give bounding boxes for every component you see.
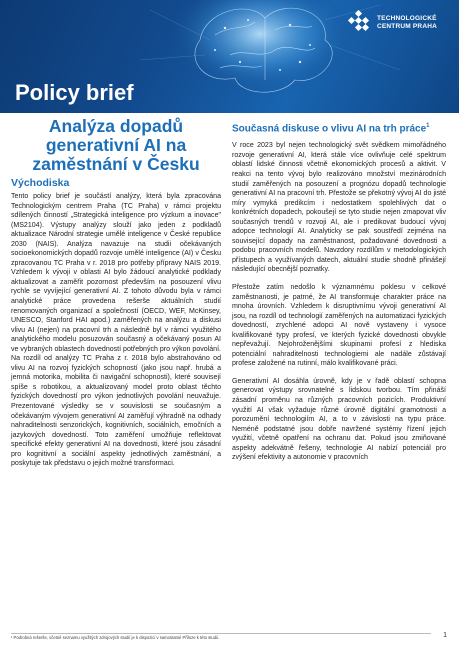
- paragraph: Tento policy brief je součástí analýzy, která byla zpracována Technologickým centrem Praha (TC Praha) v rámci projektu sdílených činností „Strategická inteligence pro výzkum a inovace" (MS2104). Výstupy analýzy slouží jako jeden z podkladů aktualizace Národní strategie umělé inteligence v České republice 2030 (NAIS). Analýza navazuje na studii očekávaných socioekonomických dopadů rozvoje umělé inteligence (AI) v Česku zpracovanou TC Praha v r. 2018 pro potřeby přípravy NAIS 2019. Vzhledem k vývoji v oblasti AI bylo žádoucí analytické podklady aktualizovat a zaměřit pozornost především na posouzení vlivu rychle se vyvíjející generativní AI. Z tohoto důvodu byla v rámci analytické práce provedena rešerše aktuálních studií renomovaných organizací a společností (OECD, WEF, McKinsey, UNESCO, Stanford HAI apod.) zaměřených na analýzu a diskusi vlivu AI (nejen) na pracovní trh a následně byl v rámci využitého analytického modelu posuzován současný a očekávaný posun AI ve vybraných oblastech dovedností potřebných pro výkon povolání. Na rozdíl od analýzy TC Praha z r. 2018 bylo abstrahováno od vlivu AI na rozvoj fyzických schopností (jako jsou např. hrubá a jemná motorika, mobilita či navigační schopnosti), které souvisejí spíše s robotikou, a aktualizovaný model proto oblast těchto fyzických dovedností pro výkon jednotlivých povolání neuvažuje. Prezentované výsledky se v souvislosti se současným a očekávaným vývojem generativní AI zaměřují výhradně na odhady nahraditelnosti senzorických, kognitivních, sociálních, emočních a jazykových dovedností. Toto zaměření umožňuje reflektovat specifické efekty generativní AI na dovednosti, které jsou zásadní pro kognitivní a sociální aspekty jednotlivých zaměstnání, a poskytuje tak představu o jejich možné transformaci.: [11, 193, 221, 468]
- logo-line-1: TECHNOLOGICKÉ: [376, 15, 437, 22]
- tc-praha-logo-mark-icon: [345, 10, 371, 36]
- header-banner: [0, 0, 459, 113]
- left-column: [11, 117, 221, 477]
- footnote-ref[interactable]: 1: [426, 123, 430, 129]
- section-heading-soucasna-diskuse: [232, 120, 446, 135]
- tc-praha-logo[interactable]: [345, 10, 437, 36]
- paragraph: V roce 2023 byl nejen technologický svět svědkem mimořádného rozvoje generativní AI, která stále více ovlivňuje celé spektrum oblastí lidské činnosti včetně ekonomických procesů a aktivit. V reakci na tento vývoj bylo realizováno množství mezinárodních studií zaměřených na posouzení a prognózu dopadů technologie generativní AI na pracovní trh. Přestože se překotný vývoj AI do jisté míry vymyká predikcím i nedostatkem spolehlivých dat o konkrétních dopadech, pokoušejí se tyto studie nejen zmapovat vliv současných trendů v rozvoji AI, ale i predikovat budoucí vývoj adopce technologií AI. Analyticky se pak soustředí zejména na související dopady na zaměstnanost, požadované dovednosti a podobu pracovních modelů. Navzdory rozdílům v metodologických přístupech a využívaných datech, aktuální studie shodně přinášejí následující obecnější poznatky.: [232, 142, 446, 274]
- section-heading-vychodiska: Východiska: [11, 177, 70, 189]
- section-heading-text: Současná diskuse o vlivu AI na trh práce: [232, 123, 427, 135]
- logo-text: [377, 15, 437, 31]
- page-number: 1: [443, 632, 447, 639]
- paragraph: Přestože zatím nedošlo k významnému poklesu v celkové zaměstnanosti, je patrné, že AI transformuje charakter práce na mnoha úrovních. Vzhledem k disruptivnímu vývoji generativní AI jsou, na rozdíl od technologií zaměřených na automatizaci fyzických dovedností, zrychlené adopci AI nově vystaveny i vysoce kvalifikované typy profesí, ve kterých fyzické dovednosti obvykle nepřevažují. Nejohroženějšími skupinami profesí z hlediska potenciální nahraditelnosti technologiemi ale nadále zůstávají profese založené na rutinní, málo kvalifikované práci.: [232, 283, 446, 368]
- main-title: Analýza dopadů generativní AI na zaměstnání v Česku: [32, 116, 200, 174]
- document-type-title: Policy brief: [15, 80, 134, 105]
- right-column: [232, 120, 446, 471]
- footnote: ¹ Podrobná rešerše, včetně seznamu využitých zdrojových studií je k dispozici v samostatné Příloze k této studii.: [11, 633, 431, 641]
- paragraph: Generativní AI dosáhla úrovně, kdy je v řadě oblastí schopna generovat výstupy srovnatelné s lidskou tvorbou. Tím přináší zásadní proměnu na různých pracovních pozicích. Produktivní využití AI však vyžaduje různé úrovně digitální gramotnosti a porozumění technologiím AI, a to v závislosti na typu práce. Neméně podstatné jsou dobře navržené systémy řízení jejich využití, včetně opatření na ochranu dat. Pokud jsou zmiňované aspekty adekvátně řešeny, technologie AI nabízí potenciál pro zvýšení efektivity a autonomie v pracovních: [232, 377, 446, 462]
- logo-line-2: CENTRUM PRAHA: [376, 23, 437, 30]
